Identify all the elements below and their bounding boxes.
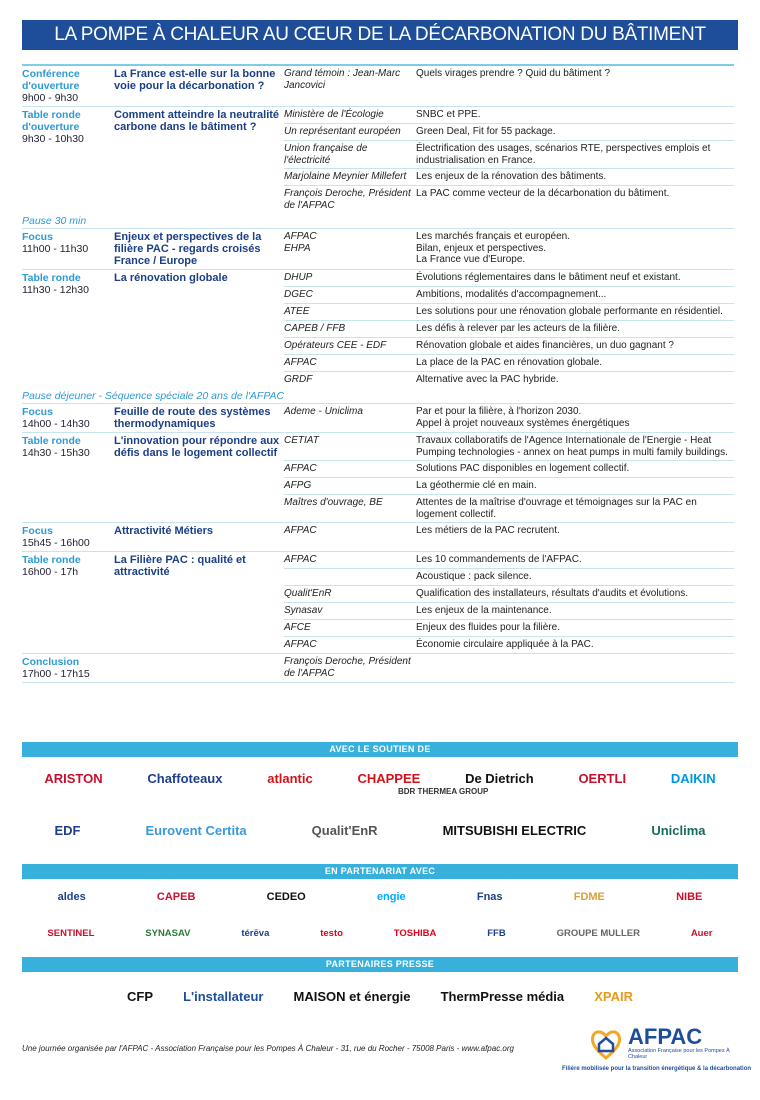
speaker-row (284, 186, 734, 213)
topic-text: Par et pour la filière, à l'horizon 2030. Appel à projet nouveaux systèmes énergétiques (416, 406, 630, 429)
session-type: Focus (22, 525, 53, 537)
topic-text: Les enjeux de la rénovation des bâtiments. (416, 171, 607, 182)
program-block (22, 66, 734, 107)
speaker-row (284, 66, 734, 93)
topic-text: Rénovation globale et aides financières, un duo gagnant ? (416, 340, 674, 351)
bdr-thermea-label: BDR THERMEA GROUP (398, 787, 489, 796)
partner-logo: atlantic (267, 770, 313, 786)
speaker-name: AFPG (284, 480, 312, 491)
topic-text: Travaux collaboratifs de l'Agence Internationale de l'Energie - Heat Pumping technologies - annex on heat pumps in multi family buildings. (416, 435, 728, 458)
session-info (22, 66, 114, 106)
topic-text (416, 654, 734, 681)
session-title: L'innovation pour répondre aux défis dans le logement collectif (114, 435, 280, 459)
speaker-row (284, 338, 734, 355)
session-items (284, 552, 734, 653)
speaker-row (284, 433, 734, 461)
speaker-name: Ademe - Uniclima (284, 406, 363, 417)
press-logos-row (22, 982, 738, 1010)
partner-logo: CFP (127, 988, 154, 1004)
program-block (22, 229, 734, 270)
speaker-name: AFPAC EHPA (284, 231, 317, 254)
session-type: Table ronde (22, 272, 81, 284)
partner-logo: engie (376, 891, 406, 903)
partner-logo: L'installateur (183, 988, 264, 1004)
partner-logo: Auer (690, 927, 713, 939)
session-info (22, 270, 114, 388)
session-info (22, 229, 114, 269)
session-title: La Filière PAC : qualité et attractivité (114, 554, 246, 578)
partner-logos-row-2 (22, 922, 738, 944)
speaker-name: CAPEB / FFB (284, 323, 346, 334)
speaker-name: Ministère de l'Écologie (284, 109, 384, 120)
partner-logo: DAIKIN (670, 770, 716, 786)
partner-logo: testo (320, 927, 343, 939)
session-title (114, 654, 284, 682)
partner-logo: CHAPPEE (357, 770, 421, 786)
speaker-name: Opérateurs CEE - EDF (284, 340, 387, 351)
session-items (284, 107, 734, 213)
topic-text: Électrification des usages, scénarios RTE, perspectives emplois et industrialisation en France. (416, 143, 711, 166)
session-time: 14h30 - 15h30 (22, 447, 90, 459)
speaker-row (284, 461, 734, 478)
speaker-row (284, 654, 734, 681)
speaker-name: GRDF (284, 374, 313, 385)
session-type: Focus (22, 231, 53, 243)
partners-section-bar (22, 864, 738, 879)
speaker-row (284, 321, 734, 338)
session-type: Focus (22, 406, 53, 418)
session-items (284, 229, 734, 269)
speaker-name: ATEE (284, 306, 310, 317)
topic-text: Évolutions réglementaires dans le bâtiment neuf et existant. (416, 272, 681, 283)
speaker-row (284, 586, 734, 603)
partner-logo: ARISTON (44, 770, 103, 786)
partner-logo: GROUPE MULLER (556, 927, 640, 939)
support-logos-row-1 (22, 766, 738, 790)
speaker-row (284, 603, 734, 620)
press-section-bar (22, 957, 738, 972)
partner-logo: Qualit'EnR (311, 822, 378, 838)
session-info (22, 107, 114, 213)
speaker-name: Maîtres d'ouvrage, BE (284, 497, 383, 508)
topic-text: Green Deal, Fit for 55 package. (416, 126, 556, 137)
speaker-row (284, 478, 734, 495)
topic-text: Les métiers de la PAC recrutent. (416, 525, 560, 536)
session-time: 11h30 - 12h30 (22, 284, 89, 296)
partners-section-label: EN PARTENARIAT AVEC (324, 866, 436, 876)
program-block-with-pause (22, 270, 734, 404)
topic-text: Solutions PAC disponibles en logement collectif. (416, 463, 630, 474)
speaker-row (284, 523, 734, 539)
session-time: 15h45 - 16h00 (22, 537, 90, 549)
topic-text: Attentes de la maîtrise d'ouvrage et témoignages sur la PAC en logement collectif. (416, 497, 697, 520)
topic-text: Quels virages prendre ? Quid du bâtiment ? (416, 68, 610, 79)
session-time: 14h00 - 14h30 (22, 418, 90, 430)
speaker-row (284, 270, 734, 287)
speaker-row (284, 620, 734, 637)
press-section-label: PARTENAIRES PRESSE (325, 959, 435, 969)
heart-house-icon (588, 1026, 624, 1062)
session-time: 16h00 - 17h (22, 566, 79, 578)
topic-text: La géothermie clé en main. (416, 480, 537, 491)
topic-text: Alternative avec la PAC hybride. (416, 374, 559, 385)
speaker-name: Qualit'EnR (284, 588, 332, 599)
partner-logo: MAISON et énergie (293, 988, 411, 1004)
program-block (22, 552, 734, 654)
session-type: Conférence d'ouverture (22, 68, 80, 92)
speaker-name (284, 569, 416, 585)
afpac-subtitle: Association Française pour les Pompes À Chaleur (628, 1048, 730, 1060)
speaker-row (284, 141, 734, 169)
session-items (284, 433, 734, 522)
program-table (22, 64, 734, 683)
pause-label: Pause 30 min (22, 215, 87, 227)
session-time: 9h30 - 10h30 (22, 133, 84, 145)
session-title: Feuille de route des systèmes thermodynamiques (114, 406, 271, 430)
speaker-row (284, 372, 734, 388)
partner-logo: Fnas (476, 891, 503, 903)
session-title: La France est-elle sur la bonne voie pour la décarbonation ? (114, 68, 276, 92)
speaker-row (284, 229, 734, 268)
speaker-name: Grand témoin : Jean-Marc Jancovici (284, 68, 401, 91)
session-title: La rénovation globale (114, 272, 228, 284)
program-block (22, 270, 734, 388)
topic-text: Les solutions pour une rénovation globale performante en résidentiel. (416, 306, 723, 317)
topic-text: SNBC et PPE. (416, 109, 481, 120)
topic-text: Qualification des installateurs, résultats d'audits et évolutions. (416, 588, 689, 599)
session-items (284, 654, 734, 682)
topic-text: Les enjeux de la maintenance. (416, 605, 552, 616)
partner-logo: De Dietrich (465, 770, 534, 786)
program-block (22, 433, 734, 523)
partner-logo: OERTLI (578, 770, 627, 786)
program-block-with-pause (22, 107, 734, 229)
program-block (22, 404, 734, 433)
partner-logo: aldes (57, 891, 86, 903)
footer-text: Une journée organisée par l'AFPAC - Association Française pour les Pompes À Chaleur - 31, rue du Rocher - 75008 Paris - www.afpac.org (22, 1044, 514, 1053)
partner-logo: FFB (487, 927, 506, 939)
support-section-label: AVEC LE SOUTIEN DE (329, 744, 431, 754)
partner-logo: SENTINEL (47, 927, 95, 939)
topic-text: Les marchés français et européen. Bilan, enjeux et perspectives. La France vue d'Europe. (416, 231, 570, 265)
topic-text: Les défis à relever par les acteurs de la filière. (416, 323, 620, 334)
partner-logo: MITSUBISHI ELECTRIC (442, 822, 587, 838)
speaker-name: DGEC (284, 289, 313, 300)
speaker-name: AFPAC (284, 525, 317, 536)
speaker-name: Union française de l'électricité (284, 143, 368, 166)
partner-logo: TOSHIBA (393, 927, 437, 939)
session-info (22, 433, 114, 522)
speaker-row (284, 404, 734, 431)
program-block (22, 523, 734, 552)
speaker-name: François Deroche, Président de l'AFPAC (284, 188, 411, 211)
partner-logo: FDME (573, 891, 605, 903)
speaker-row (284, 355, 734, 372)
speaker-name: Un représentant européen (284, 126, 401, 137)
partner-logo: ThermPresse média (440, 988, 565, 1004)
speaker-name: CETIAT (284, 435, 319, 446)
topic-text: Enjeux des fluides pour la filière. (416, 622, 560, 633)
partner-logo: Chaffoteaux (147, 770, 223, 786)
speaker-name: François Deroche, Président de l'AFPAC (284, 656, 411, 679)
session-time: 9h00 - 9h30 (22, 92, 79, 104)
session-type: Table ronde (22, 435, 81, 447)
partner-logo: Eurovent Certita (145, 822, 247, 838)
partner-logos-row-1 (22, 886, 738, 908)
speaker-name: AFPAC (284, 554, 317, 565)
partner-logo: NIBE (676, 891, 703, 903)
speaker-name: Marjolaine Meynier Millefert (284, 171, 407, 182)
afpac-tagline: Filière mobilisée pour la transition énergétique & la décarbonation (562, 1066, 752, 1072)
topic-text: La PAC comme vecteur de la décarbonation du bâtiment. (416, 188, 670, 199)
topic-text: La place de la PAC en rénovation globale. (416, 357, 603, 368)
speaker-row (284, 637, 734, 653)
session-items (284, 66, 734, 106)
speaker-row (284, 304, 734, 321)
session-title: Comment atteindre la neutralité carbone dans le bâtiment ? (114, 109, 280, 133)
program-block (22, 107, 734, 213)
session-info (22, 654, 114, 682)
topic-text: Ambitions, modalités d'accompagnement... (416, 289, 607, 300)
speaker-row (284, 107, 734, 124)
topic-text: Économie circulaire appliquée à la PAC. (416, 639, 594, 650)
speaker-row (284, 495, 734, 522)
speaker-row (284, 169, 734, 186)
speaker-name: AFPAC (284, 357, 317, 368)
page-title: LA POMPE À CHALEUR AU CŒUR DE LA DÉCARBONATION DU BÂTIMENT (54, 24, 706, 45)
session-info (22, 523, 114, 551)
topic-text: Les 10 commandements de l'AFPAC. (416, 554, 582, 565)
speaker-name: Synasav (284, 605, 323, 616)
support-section-bar (22, 742, 738, 757)
support-logos-row-2 (22, 812, 738, 848)
session-title: Attractivité Métiers (114, 525, 214, 537)
partner-logo: EDF (54, 822, 81, 838)
partner-logo: CAPEB (156, 891, 196, 903)
session-type: Table ronde (22, 554, 81, 566)
partner-logo: Uniclima (651, 822, 706, 838)
speaker-row (284, 287, 734, 304)
partner-logo: CEDEO (266, 891, 306, 903)
page-title-banner (22, 20, 738, 50)
afpac-name: AFPAC (628, 1024, 703, 1049)
partner-logo: térēva (241, 927, 270, 939)
speaker-row (284, 552, 734, 569)
speaker-name: AFPAC (284, 463, 317, 474)
session-items (284, 523, 734, 551)
speaker-name: AFCE (284, 622, 311, 633)
speaker-row (284, 124, 734, 141)
topic-text: Acoustique : pack silence. (416, 571, 532, 582)
afpac-logo (588, 1024, 738, 1068)
program-block (22, 654, 734, 683)
session-type: Table ronde d'ouverture (22, 109, 81, 133)
session-info (22, 552, 114, 653)
pause-label: Pause déjeuner - Séquence spéciale 20 ans de l'AFPAC (22, 390, 285, 402)
partner-logo: XPAIR (594, 988, 633, 1004)
session-time: 17h00 - 17h15 (22, 668, 90, 680)
speaker-name: DHUP (284, 272, 313, 283)
session-time: 11h00 - 11h30 (22, 243, 89, 255)
partner-logo: SYNASAV (145, 927, 191, 939)
session-items (284, 404, 734, 432)
session-title: Enjeux et perspectives de la filière PAC - regards croisés France / Europe (114, 231, 262, 267)
session-items (284, 270, 734, 388)
session-type: Conclusion (22, 656, 80, 668)
session-info (22, 404, 114, 432)
speaker-name: AFPAC (284, 639, 317, 650)
speaker-row (284, 569, 734, 586)
